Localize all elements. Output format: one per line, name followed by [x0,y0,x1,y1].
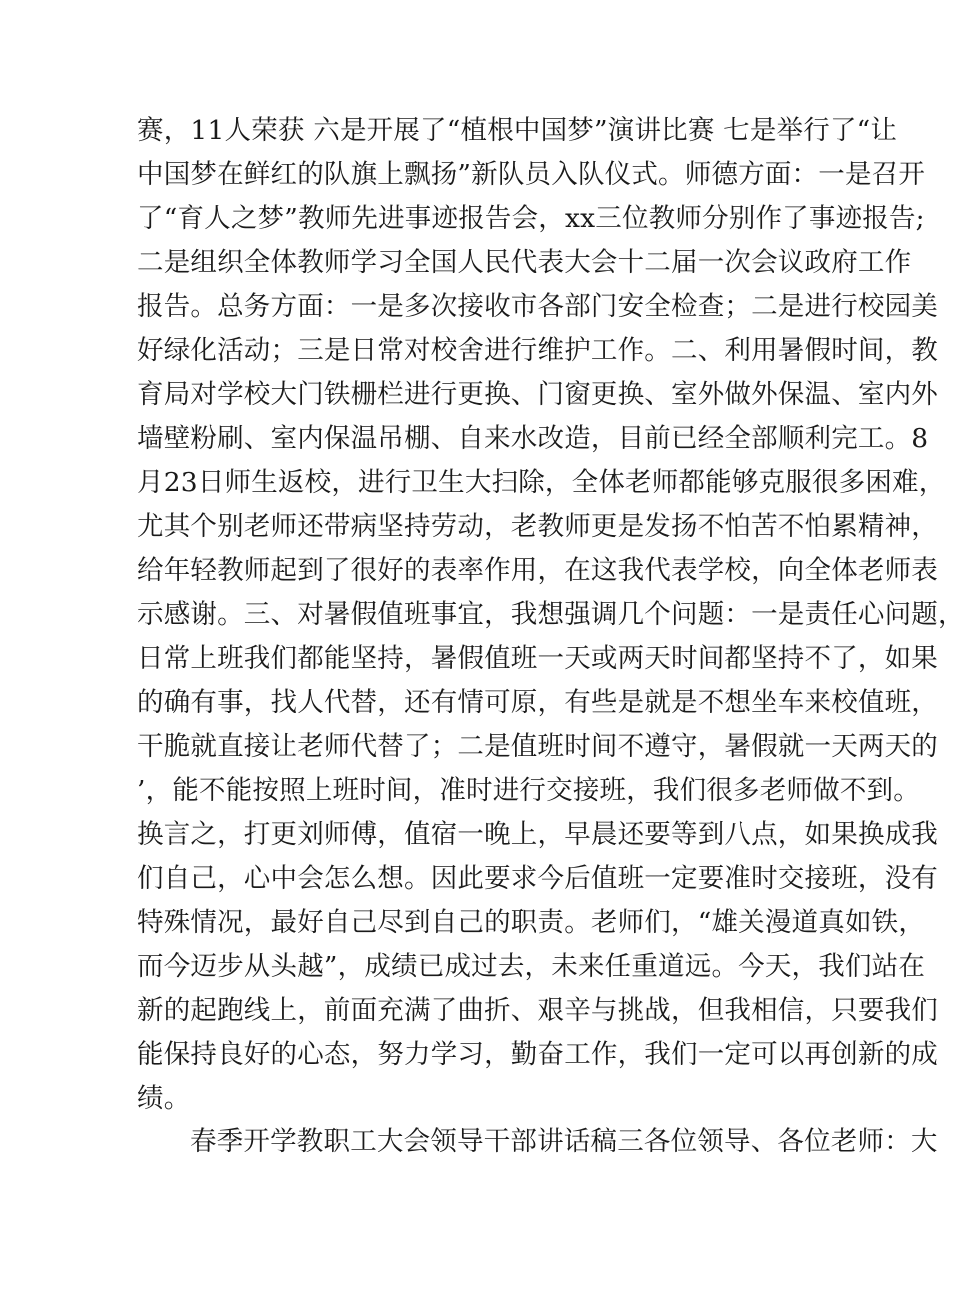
text-line: 墙壁粉刷、室内保温吊棚、自来水改造，目前已经全部顺利完工。8 [137,423,929,454]
text-line: 了“育人之梦”教师先进事迹报告会，xx三位教师分别作了事迹报告; [137,203,925,234]
text-line: 给年轻教师起到了很好的表率作用，在这我代表学校，向全体老师表 [137,555,938,586]
text-line: 能保持良好的心态，努力学习，勤奋工作，我们一定可以再创新的成 [137,1039,938,1070]
text-line: ’，能不能按照上班时间，准时进行交接班，我们很多老师做不到。 [137,775,920,806]
text-line: 干脆就直接让老师代替了；二是值班时间不遵守，暑假就一天两天的 [137,731,938,762]
text-line: 绩。 [137,1083,191,1114]
text-line: 的确有事，找人代替，还有情可原，有些是就是不想坐车来校值班， [137,687,938,718]
text-line: 好绿化活动；三是日常对校舍进行维护工作。二、利用暑假时间，教 [137,335,938,366]
text-line: 而今迈步从头越”，成绩已成过去，未来任重道远。今天，我们站在 [137,951,926,982]
text-line: 月23日师生返校，进行卫生大扫除，全体老师都能够克服很多困难， [137,467,946,498]
text-line: 新的起跑线上，前面充满了曲折、艰辛与挑战，但我相信，只要我们 [137,995,938,1026]
text-line: 育局对学校大门铁栅栏进行更换、门窗更换、室外做外保温、室内外 [137,379,938,410]
text-line: 换言之，打更刘师傅，值宿一晚上，早晨还要等到八点，如果换成我 [137,819,938,850]
text-line: 们自己，心中会怎么想。因此要求今后值班一定要准时交接班，没有 [137,863,938,894]
text-line: 报告。总务方面：一是多次接收市各部门安全检查；二是进行校园美 [137,291,938,322]
text-line: 特殊情况，最好自己尽到自己的职责。老师们，“雄关漫道真如铁， [137,907,926,938]
text-line: 赛，11人荣获 六是开展了“植根中国梦”演讲比赛 七是举行了“让 [137,115,898,146]
text-line: 尤其个别老师还带病坚持劳动，老教师更是发扬不怕苦不怕累精神， [137,511,938,542]
paragraph-heading-line: 春季开学教职工大会领导干部讲话稿三各位领导、各位老师：大 [190,1126,938,1157]
text-line: 二是组织全体教师学习全国人民代表大会十二届一次会议政府工作 [137,247,912,278]
text-line: 示感谢。三、对暑假值班事宜，我想强调几个问题：一是责任心问题， [137,599,965,630]
text-line: 中国梦在鲜红的队旗上飘扬”新队员入队仪式。师德方面：一是召开 [137,159,926,190]
text-line: 日常上班我们都能坚持，暑假值班一天或两天时间都坚持不了，如果 [137,643,938,674]
